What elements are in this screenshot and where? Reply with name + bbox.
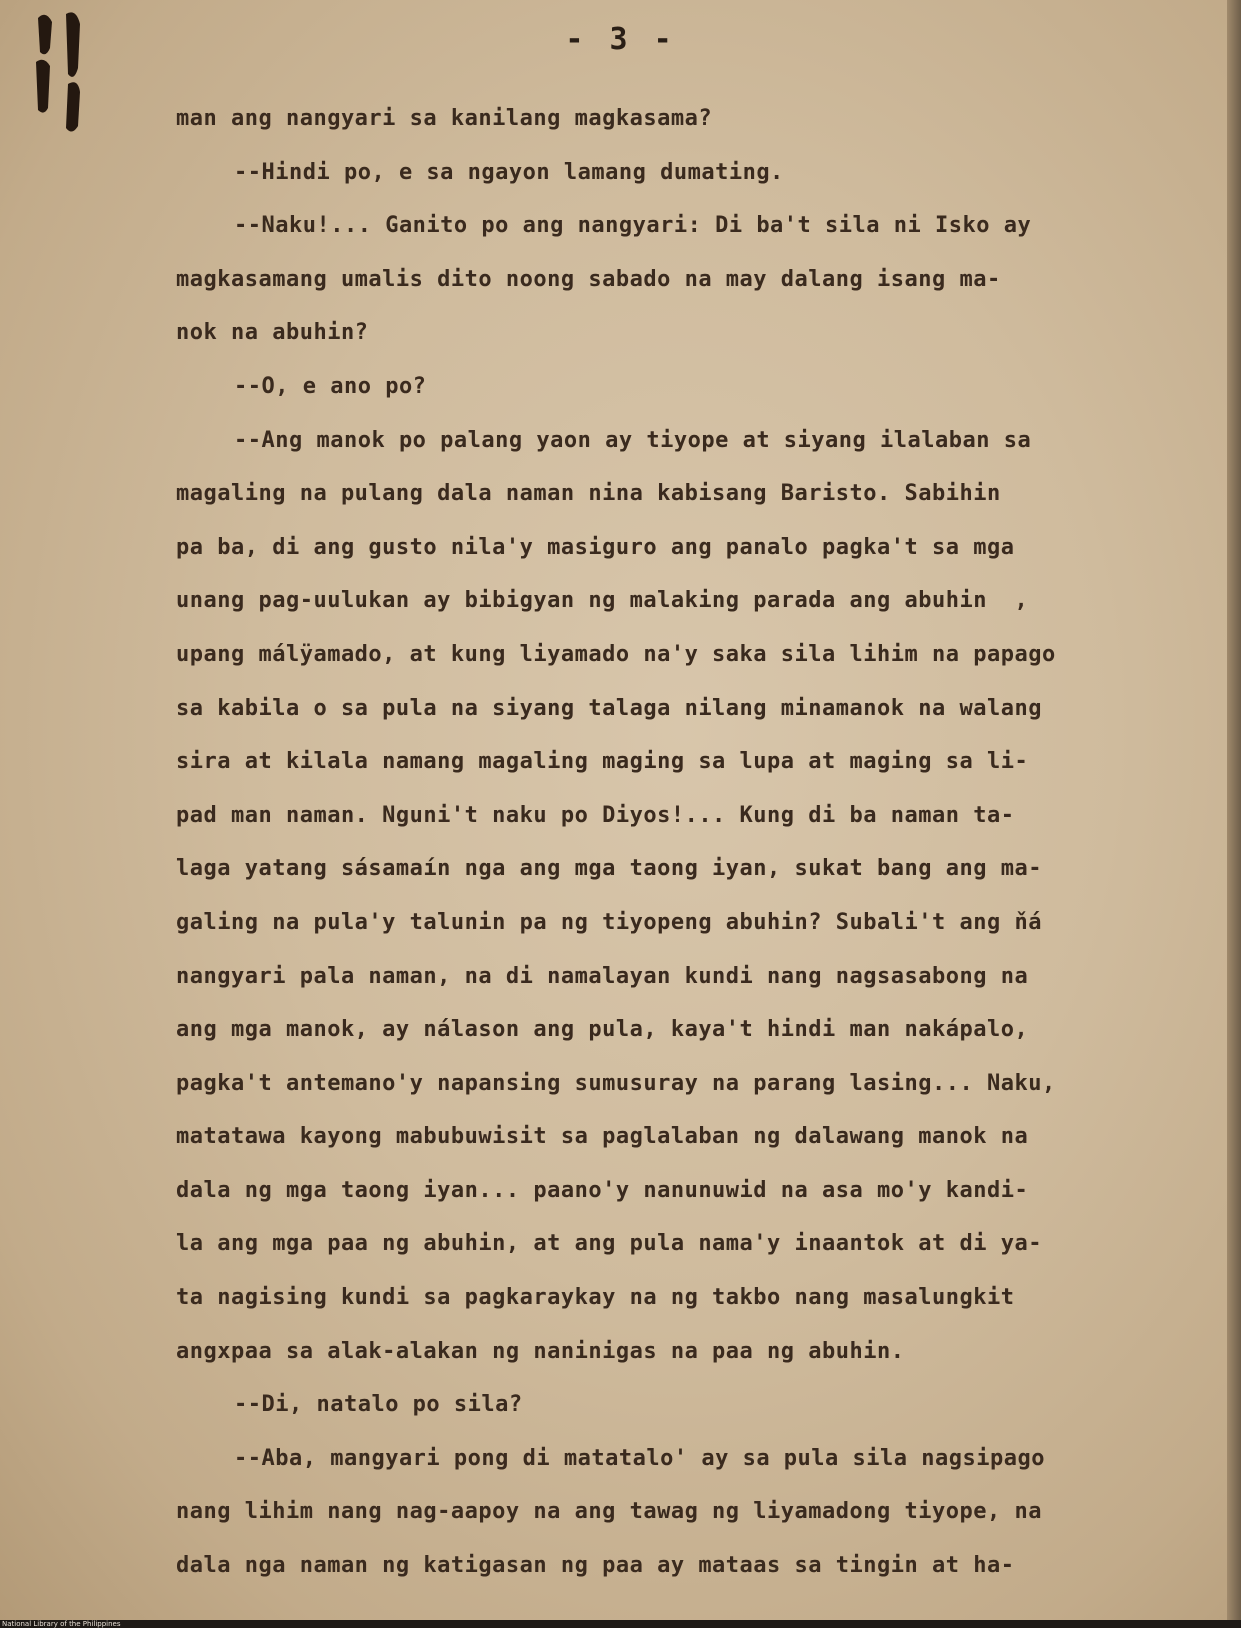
page-number: - 3 -	[565, 22, 676, 57]
text-line-28: dala nga naman ng katigasan ng paa ay mataas sa tingin at ha-	[176, 1553, 1015, 1579]
text-line-13: sira at kilala namang magaling maging sa lupa at maging sa li-	[176, 749, 1029, 775]
text-line-16: galing na pula'y talunin pa ng tiyopeng abuhin? Subali't ang ňá	[176, 909, 1042, 935]
text-line-15: laga yatang sásamaín nga ang mga taong iyan, sukat bang ang ma-	[176, 856, 1042, 882]
text-line-7: --Ang manok po palang yaon ay tiyope at siyang ilalaban sa	[234, 427, 1032, 453]
text-line-25: --Di, natalo po sila?	[234, 1392, 523, 1418]
typewritten-text-body	[176, 92, 1206, 1593]
text-line-3: --Naku!... Ganito po ang nangyari: Di ba't sila ni Isko ay	[234, 213, 1032, 239]
text-line-10: unang pag-uulukan ay bibigyan ng malaking parada ang abuhin ,	[176, 588, 1029, 614]
text-line-1: man ang nangyari sa kanilang magkasama?	[176, 106, 713, 131]
text-line-27: nang lihim nang nag-aapoy na ang tawag ng liyamadong tiyope, na	[176, 1499, 1042, 1525]
text-line-22: la ang mga paa ng abuhin, at ang pula nama'y inaantok at di ya-	[176, 1231, 1042, 1257]
text-line-4: magkasamang umalis dito noong sabado na may dalang isang ma-	[176, 266, 1001, 292]
text-line-5: nok na abuhin?	[176, 320, 369, 346]
text-line-9: pa ba, di ang gusto nila'y masiguro ang panalo pagka't sa mga	[176, 534, 1015, 560]
page-edge	[1227, 0, 1241, 1620]
text-line-18: ang mga manok, ay nálason ang pula, kaya't hindi man nakápalo,	[176, 1017, 1029, 1043]
text-line-6: --O, e ano po?	[234, 373, 427, 399]
text-line-21: dala ng mga taong iyan... paano'y nanunuwid na asa mo'y kandi-	[176, 1177, 1029, 1203]
text-line-19: pagka't antemano'y napansing sumusuray na parang lasing... Naku,	[176, 1070, 1056, 1096]
text-line-23: ta nagising kundi sa pagkaraykay na ng takbo nang masalungkit	[176, 1285, 1015, 1311]
text-line-2: --Hindi po, e sa ngayon lamang dumating.	[234, 159, 784, 185]
library-credit: National Library of the Philippines	[2, 1620, 121, 1628]
text-line-12: sa kabila o sa pula na siyang talaga nilang minamanok na walang	[176, 695, 1042, 721]
text-line-11: upang málÿamado, at kung liyamado na'y saka sila lihim na papago	[176, 641, 1056, 667]
text-line-14: pad man naman. Nguni't naku po Diyos!... Kung di ba naman ta-	[176, 802, 1015, 828]
text-line-20: matatawa kayong mabubuwisit sa paglalaban ng dalawang manok na	[176, 1124, 1029, 1150]
text-line-24: angxpaa sa alak-alakan ng naninigas na paa ng abuhin.	[176, 1338, 905, 1364]
text-line-8: magaling na pulang dala naman nina kabisang Baristo. Sabihin	[176, 481, 1001, 507]
text-line-17: nangyari pala naman, na di namalayan kundi nang nagsasabong na	[176, 963, 1029, 989]
text-line-26: --Aba, mangyari pong di matatalo' ay sa pula sila nagsipago	[234, 1445, 1045, 1471]
